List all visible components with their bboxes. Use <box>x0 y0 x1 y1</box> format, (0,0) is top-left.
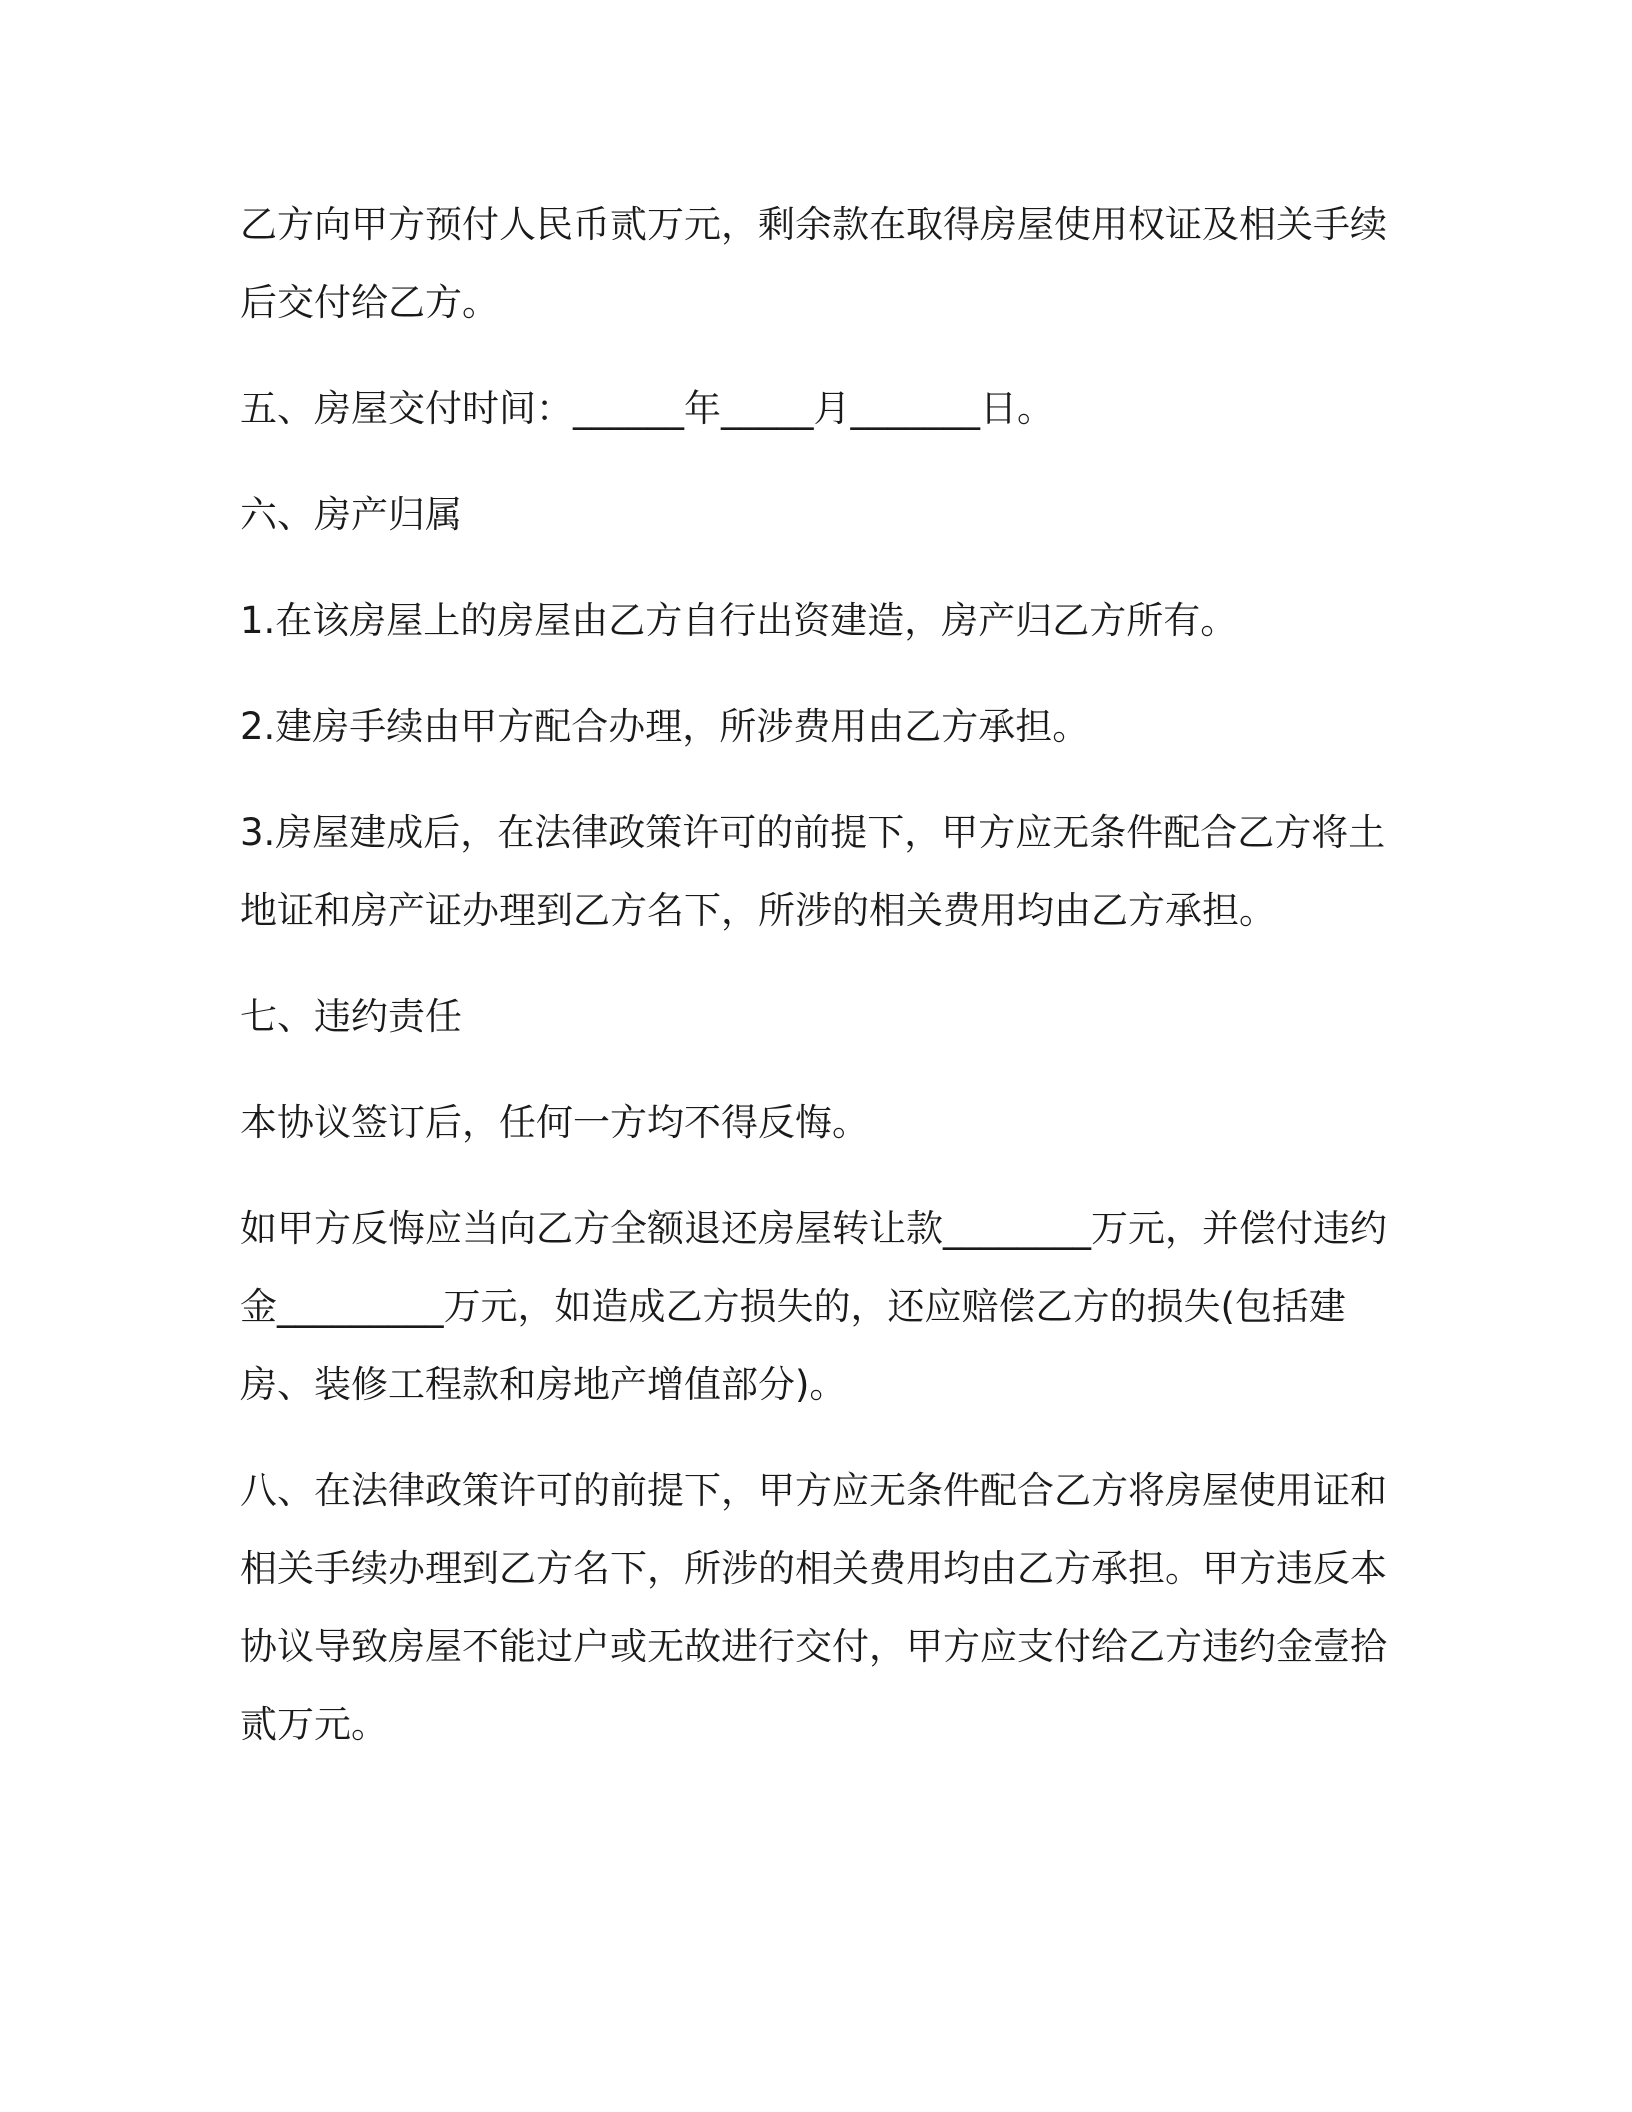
payment-terms-paragraph: 乙方向甲方预付人民币贰万元，剩余款在取得房屋使用权证及相关手续后交付给乙方。 <box>240 203 1387 324</box>
ownership-item-1: 1.在该房屋上的房屋由乙方自行出资建造，房产归乙方所有。 <box>240 599 1238 642</box>
section-heading-ownership: 六、房产归属 <box>240 493 462 536</box>
breach-paragraph-1: 本协议签订后，任何一方均不得反悔。 <box>240 1101 869 1144</box>
ownership-item-2: 2.建房手续由甲方配合办理，所涉费用由乙方承担。 <box>240 705 1090 748</box>
transfer-clause: 八、在法律政策许可的前提下，甲方应无条件配合乙方将房屋使用证和相关手续办理到乙方名下，所涉的相关费用均由乙方承担。甲方违反本协议导致房屋不能过户或无故进行交付，甲方应支付给乙方违约金壹拾贰万元。 <box>240 1469 1387 1746</box>
breach-paragraph-2: 如甲方反悔应当向乙方全额退还房屋转让款________万元，并偿付违约金_________万元，如造成乙方损失的，还应赔偿乙方的损失(包括建房、装修工程款和房地产增值部分)。 <box>240 1207 1387 1406</box>
delivery-time-clause: 五、房屋交付时间：______年_____月_______日。 <box>240 387 1054 430</box>
ownership-item-3: 3.房屋建成后，在法律政策许可的前提下，甲方应无条件配合乙方将土地证和房产证办理到乙方名下，所涉的相关费用均由乙方承担。 <box>240 811 1386 932</box>
document-body <box>240 186 1390 1792</box>
section-heading-breach: 七、违约责任 <box>240 995 462 1038</box>
